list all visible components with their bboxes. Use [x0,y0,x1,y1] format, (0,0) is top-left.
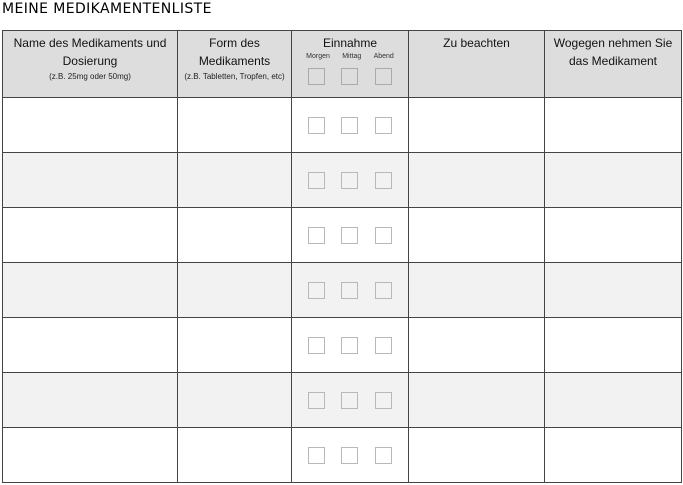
cell-name[interactable] [3,263,178,318]
medication-table [2,30,682,483]
checkbox-row [292,227,408,244]
cell-name[interactable] [3,373,178,428]
checkbox-morning[interactable] [308,227,325,244]
checkbox-evening[interactable] [375,392,392,409]
checkbox-row [292,392,408,409]
cell-notes[interactable] [409,98,545,153]
cell-purpose[interactable] [545,153,682,208]
column-header-form [178,31,292,98]
table-row [3,428,682,483]
column-header-name-label: Name des Medikaments und Dosierung [13,36,167,68]
checkbox-morning[interactable] [308,447,325,464]
checkbox-evening[interactable] [375,282,392,299]
checkbox-noon[interactable] [341,227,358,244]
cell-name[interactable] [3,98,178,153]
cell-purpose[interactable] [545,373,682,428]
cell-form[interactable] [178,428,292,483]
cell-purpose[interactable] [545,263,682,318]
cell-name[interactable] [3,428,178,483]
table-row [3,318,682,373]
table-row [3,208,682,263]
checkbox-morning[interactable] [308,392,325,409]
column-header-name-hint: (z.B. 25mg oder 50mg) [49,72,131,81]
column-header-form-label: Form des Medikaments [198,36,271,68]
cell-form[interactable] [178,373,292,428]
cell-intake [292,428,409,483]
intake-time-evening: Abend [373,53,394,60]
checkbox-noon[interactable] [341,337,358,354]
cell-intake [292,208,409,263]
cell-name[interactable] [3,318,178,373]
checkbox-row [292,337,408,354]
checkbox-evening[interactable] [375,227,392,244]
header-checkbox-row [292,68,408,85]
cell-name[interactable] [3,208,178,263]
column-header-name [3,31,178,98]
table-row [3,153,682,208]
medication-rows [3,98,682,483]
cell-notes[interactable] [409,208,545,263]
checkbox-noon[interactable] [341,392,358,409]
table-row [3,373,682,428]
checkbox-noon[interactable] [341,282,358,299]
checkbox-row [292,117,408,134]
cell-form[interactable] [178,208,292,263]
header-checkbox-evening [375,68,392,85]
checkbox-row [292,282,408,299]
checkbox-noon[interactable] [341,447,358,464]
column-header-notes [409,31,545,98]
header-checkbox-morning [308,68,325,85]
column-header-form-hint: (z.B. Tabletten, Tropfen, etc) [184,72,285,81]
checkbox-morning[interactable] [308,172,325,189]
checkbox-morning[interactable] [308,117,325,134]
cell-notes[interactable] [409,373,545,428]
column-header-intake-label: Einnahme [322,36,378,50]
checkbox-evening[interactable] [375,337,392,354]
cell-form[interactable] [178,318,292,373]
checkbox-evening[interactable] [375,172,392,189]
header-row [3,31,682,98]
checkbox-noon[interactable] [341,117,358,134]
header-checkbox-noon [341,68,358,85]
cell-form[interactable] [178,153,292,208]
cell-notes[interactable] [409,263,545,318]
checkbox-row [292,172,408,189]
cell-notes[interactable] [409,318,545,373]
checkbox-morning[interactable] [308,282,325,299]
cell-purpose[interactable] [545,98,682,153]
intake-time-morning: Morgen [306,53,330,60]
checkbox-morning[interactable] [308,337,325,354]
cell-intake [292,373,409,428]
cell-name[interactable] [3,153,178,208]
cell-notes[interactable] [409,428,545,483]
checkbox-row [292,447,408,464]
checkbox-evening[interactable] [375,447,392,464]
table-row [3,98,682,153]
column-header-purpose-label: Wogegen nehmen Sie das Medikament [553,36,673,68]
cell-purpose[interactable] [545,318,682,373]
intake-times [292,53,408,60]
intake-time-noon: Mittag [342,53,362,60]
cell-notes[interactable] [409,153,545,208]
cell-purpose[interactable] [545,428,682,483]
checkbox-noon[interactable] [341,172,358,189]
cell-form[interactable] [178,98,292,153]
cell-intake [292,318,409,373]
cell-form[interactable] [178,263,292,318]
table-row [3,263,682,318]
checkbox-evening[interactable] [375,117,392,134]
cell-intake [292,98,409,153]
column-header-intake [292,31,409,98]
column-header-purpose [545,31,682,98]
cell-purpose[interactable] [545,208,682,263]
cell-intake [292,263,409,318]
column-header-notes-label: Zu beachten [443,36,510,50]
page-title: MEINE MEDIKAMENTENLISTE [2,1,212,17]
cell-intake [292,153,409,208]
